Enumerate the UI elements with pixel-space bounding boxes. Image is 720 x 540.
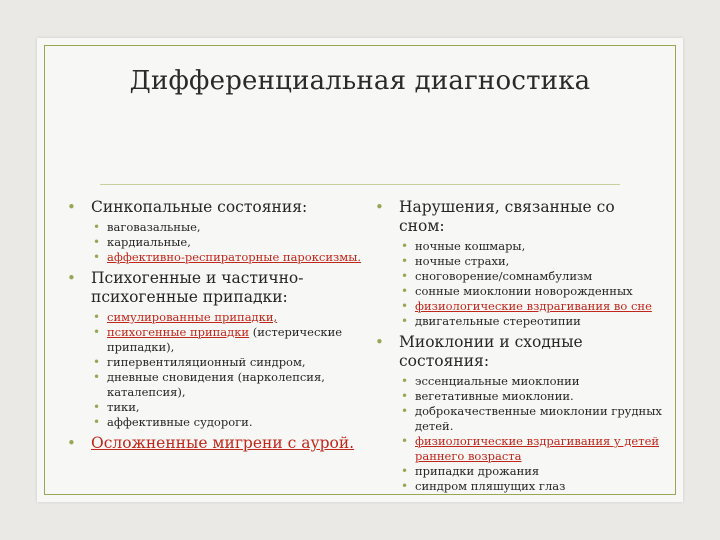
list-item: • дневные сновидения (нарколепсия, каталепсия), [93, 370, 325, 399]
right-section-myoclonus [372, 333, 662, 494]
list-item: • гипервентиляционный синдром, [93, 355, 306, 369]
list-item: • сноговорение/сомнамбулизм [401, 269, 593, 283]
section-heading: Синкопальные состояния: [91, 198, 308, 216]
section-heading: Осложненные мигрени с аурой. [91, 434, 355, 452]
bullet-icon: • [401, 389, 409, 403]
bullet-icon: • [93, 400, 101, 414]
bullet-icon: • [93, 220, 101, 234]
bullet-icon: • [401, 284, 409, 298]
bullet-icon: • [375, 198, 384, 216]
list-item: • физиологические вздрагивания во сне [401, 299, 652, 313]
bullet-icon: • [401, 479, 409, 493]
list-item: • припадки дрожания [401, 464, 540, 478]
bullet-icon: • [401, 314, 409, 328]
sublist [91, 220, 364, 265]
bullet-icon: • [401, 299, 409, 313]
title-divider [100, 184, 620, 185]
left-list [64, 198, 364, 453]
bullet-icon: • [93, 325, 101, 339]
section-heading: Миоклонии и сходные состояния: [399, 333, 583, 370]
list-item: • ваговазальные, [93, 220, 201, 234]
bullet-icon: • [401, 239, 409, 253]
bullet-icon: • [67, 269, 76, 287]
list-item: • ночные кошмары, [401, 239, 526, 253]
bullet-icon: • [401, 374, 409, 388]
list-item: • ночные страхи, [401, 254, 510, 268]
bullet-icon: • [93, 250, 101, 264]
list-item: • эссенциальные миоклонии [401, 374, 580, 388]
list-item: • двигательные стереотипии [401, 314, 581, 328]
left-section-migraine [64, 434, 364, 453]
slide-title: Дифференциальная диагностика [129, 66, 591, 96]
right-section-sleep [372, 198, 662, 329]
bullet-icon: • [401, 404, 409, 418]
list-item: • аффективно-респираторные пароксизмы. [93, 250, 362, 264]
list-item: • аффективные судороги. [93, 415, 253, 429]
list-item: • симулированные припадки, [93, 310, 278, 324]
sublist [91, 310, 364, 430]
list-item: • доброкачественные миоклонии грудных детей. [401, 404, 662, 433]
bullet-icon: • [93, 355, 101, 369]
bullet-icon: • [93, 415, 101, 429]
right-list [372, 198, 662, 494]
list-item: • синдром пляшущих глаз [401, 479, 566, 493]
left-section-psychogenic [64, 269, 364, 430]
left-column [64, 198, 364, 453]
bullet-icon: • [401, 464, 409, 478]
left-section-syncope [64, 198, 364, 265]
bullet-icon: • [67, 198, 76, 216]
bullet-icon: • [67, 434, 76, 452]
section-heading: Нарушения, связанные со сном: [399, 198, 615, 235]
bullet-icon: • [93, 235, 101, 249]
list-item: • вегетативные миоклонии. [401, 389, 574, 403]
bullet-icon: • [401, 254, 409, 268]
list-item: • кардиальные, [93, 235, 191, 249]
sublist [399, 239, 662, 329]
bullet-icon: • [93, 370, 101, 384]
bullet-icon: • [93, 310, 101, 324]
right-column [372, 198, 662, 498]
list-item: • психогенные припадки (истерические припадки), [93, 325, 343, 354]
list-item: • сонные миоклонии новорожденных [401, 284, 633, 298]
sublist [399, 374, 662, 494]
bullet-icon: • [401, 434, 409, 448]
list-item: • физиологические вздрагивания у детей раннего возраста [401, 434, 660, 463]
section-heading: Психогенные и частично-психогенные припадки: [91, 269, 304, 306]
bullet-icon: • [401, 269, 409, 283]
list-item: • тики, [93, 400, 140, 414]
bullet-icon: • [375, 333, 384, 351]
